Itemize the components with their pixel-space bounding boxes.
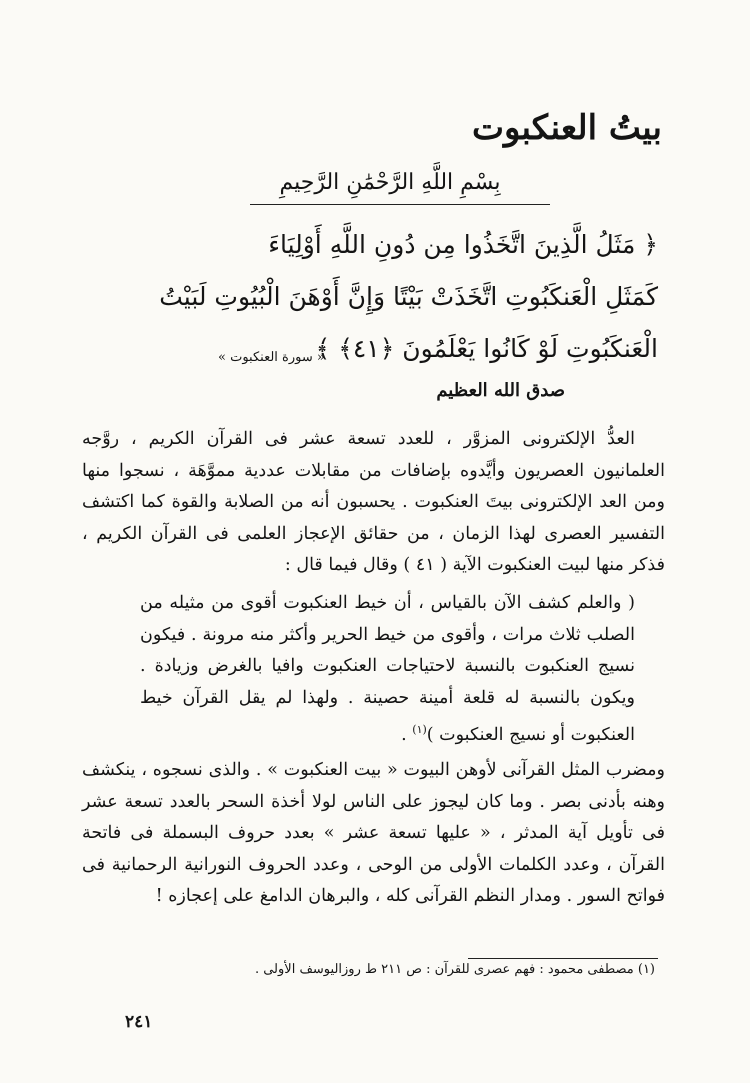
quote-text: ( والعلم كشف الآن بالقياس ، أن خيط العنكبوت أقوى من مثيله من الصلب ثلاث مرات ، وأقوى من خيط الحرير وأكثر منه مرونة . فيكون نسيج العنكبوت بالنسبة لاحتياجات العنكبوت وافيا بالغرض وزيادة . ويكون بالنسبة له قلعة أمينة حصينة . ولهذا لم يقل القرآن خيط العنكبوت أو نسيج العنكبوت ) bbox=[140, 593, 635, 745]
basmala-divider bbox=[250, 204, 550, 205]
surah-reference: « سورة العنكبوت » bbox=[218, 350, 325, 365]
sadaqa-line: صدق الله العظيم bbox=[436, 380, 565, 401]
block-quote bbox=[140, 588, 635, 751]
body-paragraph-2: ومضرب المثل القرآنى لأوهن البيوت « بيت العنكبوت » . والذى نسجوه ، ينكشف وهنه بأدنى بصر . وما كان ليجوز على الناس لولا أخذة السحر بالعدد تسعة عشر فى تأويل آية المدثر ، « عليها تسعة عشر » بعدد حروف البسملة فى فاتحة القرآن ، وعدد الكلمات الأولى من الوحى ، وعدد الحروف النورانية الرحمانية فى فواتح السور . ومدار النظم القرآنى كله ، والبرهان الدامغ على إعجازه ! bbox=[82, 760, 665, 906]
basmala: بِسْمِ اللَّهِ الرَّحْمَٰنِ الرَّحِيمِ bbox=[279, 170, 501, 195]
quran-verse-line-3: الْعَنكَبُوتِ لَوْ كَانُوا يَعْلَمُونَ ﴿٤١﴾ ﴾ bbox=[315, 334, 658, 363]
footnote: (١) مصطفى محمود : فهم عصرى للقرآن : ص ٢١١ ط روزاليوسف الأولى . bbox=[254, 962, 655, 977]
chapter-title: بيتُ العنكبوت bbox=[471, 108, 662, 148]
body-paragraph-1: العدُّ الإلكترونى المزوَّر ، للعدد تسعة عشر فى القرآن الكريم ، روَّجه العلمانيون العصريون وأيَّدوه بإضافات من مقابلات عددية مموَّهَة ، نسجوا منها ومن العد الإلكترونى بيتَ العنكبوت . يحسبون أنه من الصلابة والقوة كما اكتشف التفسير العصرى لهذا الزمان ، من حقائق الإعجاز العلمى فى القرآن الكريم ، فذكر منها لبيت العنكبوت الآية ( ٤١ ) وقال فيما قال : bbox=[82, 429, 665, 575]
quran-verse-line-1: ﴿ مَثَلُ الَّذِينَ اتَّخَذُوا مِن دُونِ اللَّهِ أَوْلِيَاءَ bbox=[268, 230, 658, 259]
quote-end: . bbox=[401, 724, 413, 745]
quran-verse-line-2: كَمَثَلِ الْعَنكَبُوتِ اتَّخَذَتْ بَيْتًا وَإِنَّ أَوْهَنَ الْبُيُوتِ لَبَيْتُ bbox=[159, 282, 658, 311]
footnote-divider bbox=[468, 958, 658, 959]
footnote-marker: (١) bbox=[412, 723, 427, 736]
page-number: ٢٤١ bbox=[125, 1012, 153, 1032]
